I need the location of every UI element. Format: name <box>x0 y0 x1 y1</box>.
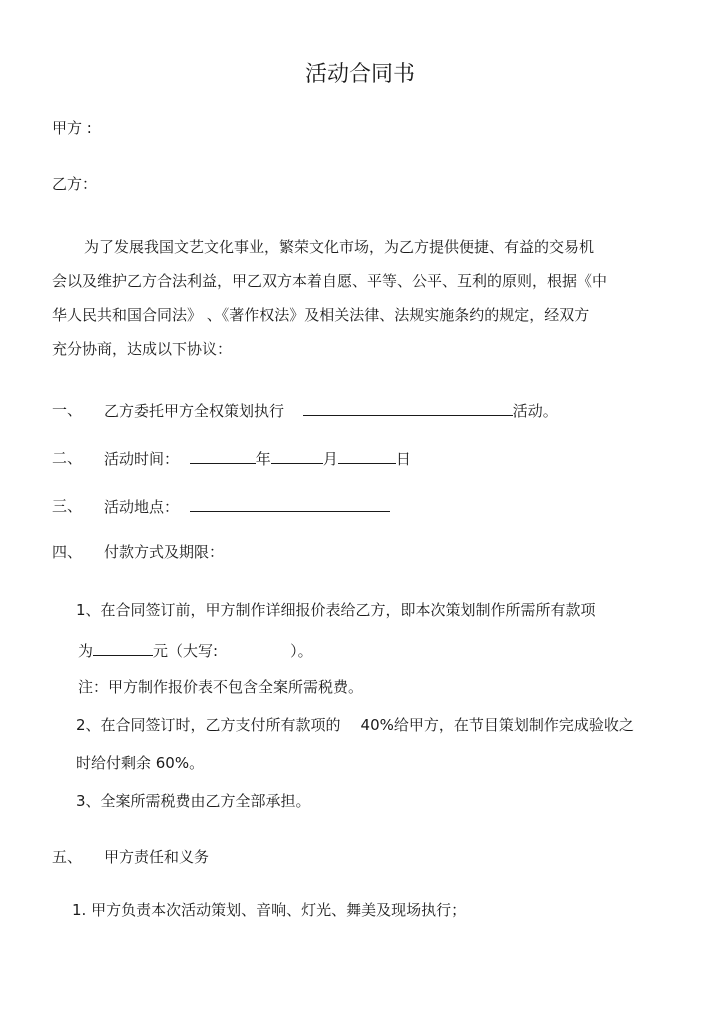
year-label: 年 <box>255 450 271 468</box>
section-1-row <box>104 400 558 421</box>
section-3-text: 活动地点： <box>104 498 180 516</box>
section-2-number: 二、 <box>52 449 83 467</box>
day-blank[interactable] <box>338 448 396 464</box>
party-a-label: 甲方 : <box>52 119 92 137</box>
preamble-line-3: 华人民共和国合同法》 、《著作权法》及相关法律、法规实施条约的规定，经双方 <box>52 306 590 324</box>
day-label: 日 <box>395 450 411 468</box>
duty-item-1: 1. 甲方负责本次活动策划、音响、灯光、舞美及现场执行； <box>72 901 467 919</box>
section-3-row <box>104 496 390 517</box>
payment-item-3: 3、全案所需税费由乙方全部承担。 <box>76 792 311 810</box>
payment-amount-blank[interactable] <box>93 640 153 656</box>
section-4-number: 四、 <box>52 543 83 561</box>
payment-item-1-line-2 <box>78 640 313 661</box>
location-blank[interactable] <box>190 496 390 512</box>
month-label: 月 <box>322 450 338 468</box>
activity-name-blank[interactable] <box>303 400 513 416</box>
section-3-number: 三、 <box>52 497 83 515</box>
year-blank[interactable] <box>190 448 256 464</box>
party-b-label: 乙方： <box>52 175 98 193</box>
section-5-number: 五、 <box>52 848 83 866</box>
payment-item-1-line-1: 1、在合同签订前，甲方制作详细报价表给乙方，即本次策划制作所需所有款项 <box>76 601 596 619</box>
section-5-text: 甲方责任和义务 <box>104 848 210 866</box>
section-1-suffix: 活动。 <box>512 402 558 420</box>
preamble-line-4: 充分协商，达成以下协议： <box>52 340 233 358</box>
month-blank[interactable] <box>271 448 323 464</box>
payment-item-2-text: 2、在合同签订时，乙方支付所有款项的 <box>76 716 341 734</box>
payment-item-2-line-2: 时给付剩余 60%。 <box>76 754 205 772</box>
payment-item-2-percent: 40%给甲方，在节目策划制作完成验收之 <box>360 716 634 734</box>
preamble-line-2: 会以及维护乙方合法利益，甲乙双方本着自愿、平等、公平、互利的原则，根据《中 <box>52 272 608 290</box>
section-4-text: 付款方式及期限： <box>104 543 225 561</box>
section-2-row <box>104 448 411 469</box>
page-title: 活动合同书 <box>304 62 415 87</box>
payment-amount-close: ）。 <box>290 642 313 660</box>
section-1-text: 乙方委托甲方全权策划执行 <box>104 402 285 420</box>
payment-item-2-line-1 <box>76 715 634 735</box>
section-1-number: 一、 <box>52 401 83 419</box>
preamble-line-1: 为了发展我国文艺文化事业，繁荣文化市场，为乙方提供便捷、有益的交易机 <box>84 238 595 256</box>
payment-amount-prefix: 为 <box>78 642 94 660</box>
payment-amount-unit: 元（大写: <box>153 642 219 660</box>
section-2-text: 活动时间： <box>104 450 180 468</box>
payment-note: 注：甲方制作报价表不包含全案所需税费。 <box>78 678 364 696</box>
